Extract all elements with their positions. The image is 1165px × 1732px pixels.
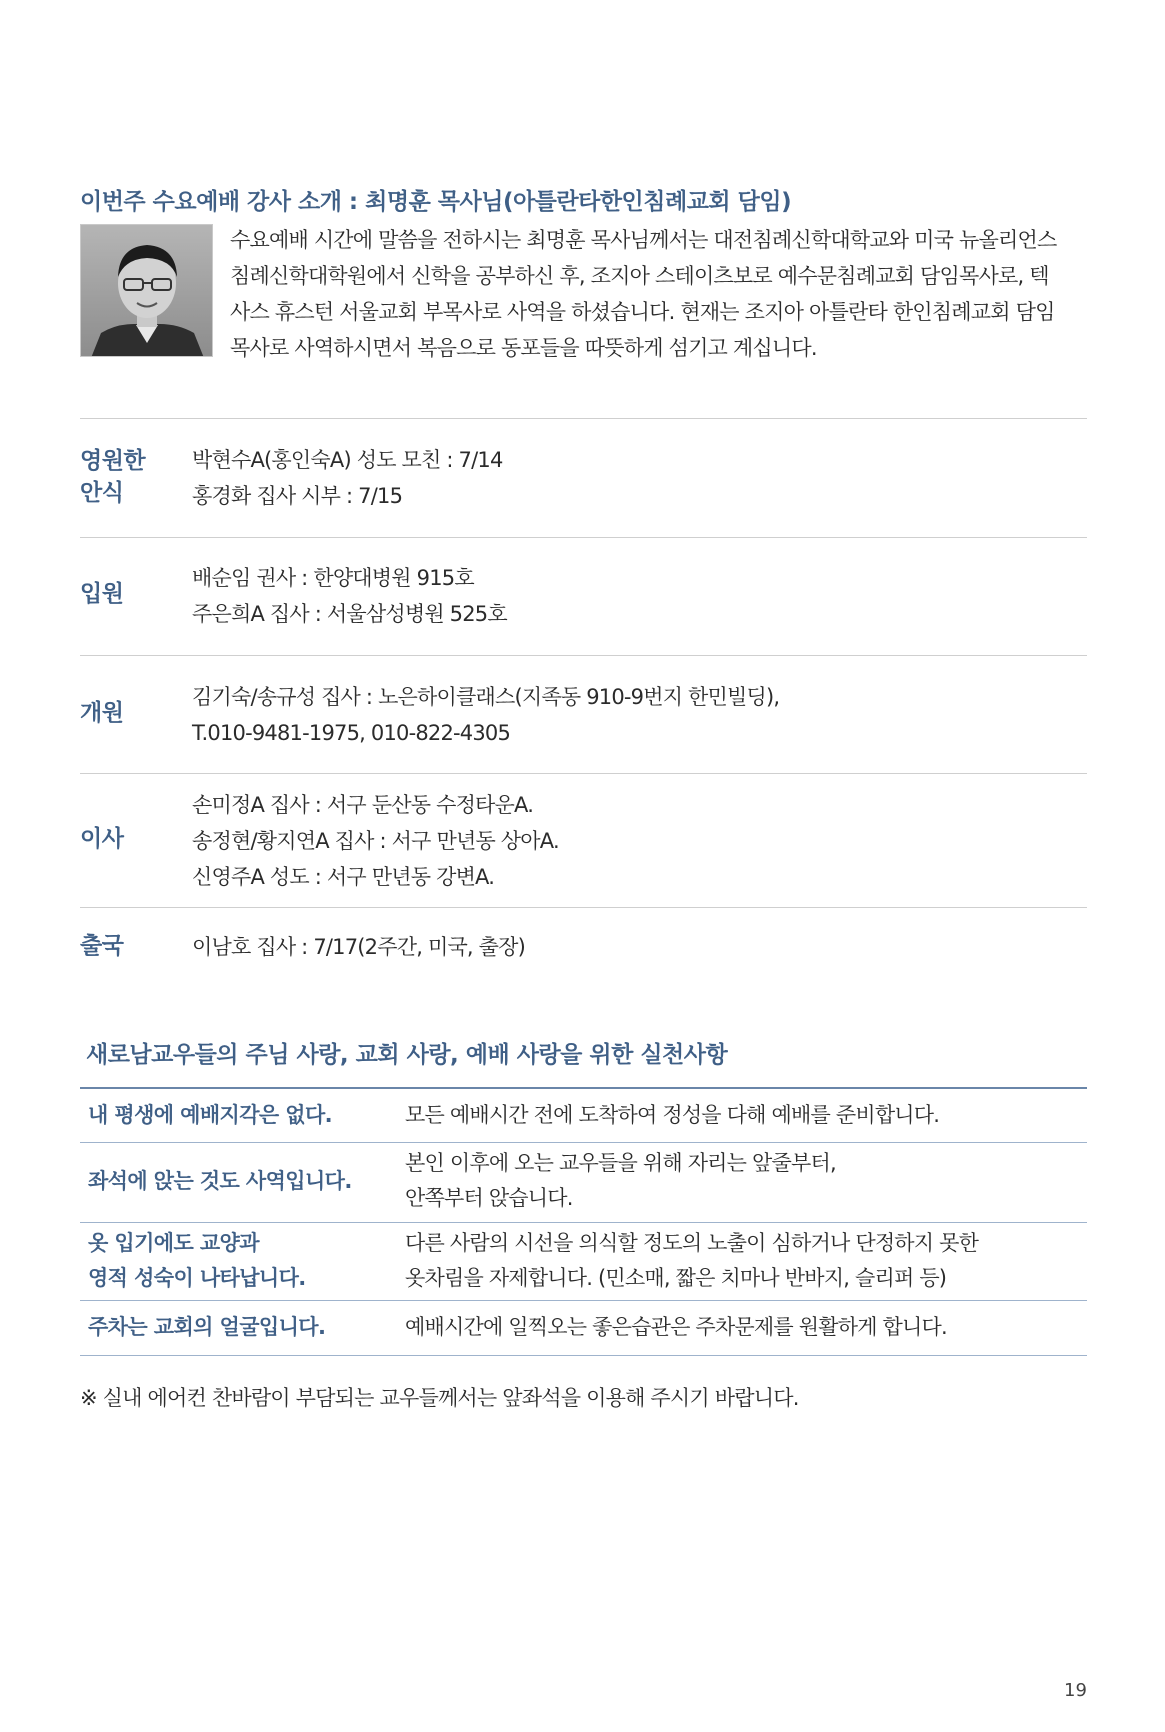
practice-detail: 예배시간에 일찍오는 좋은습관은 주차문제를 원활하게 합니다. xyxy=(405,1315,947,1339)
practice-detail: 다른 사람의 시선을 의식할 정도의 노출이 심하거나 단정하지 못한 옷차림을 자제합니다. (민소매, 짧은 치마나 반바지, 슬리퍼 등) xyxy=(405,1231,979,1290)
speaker-photo xyxy=(80,224,213,357)
table-row-divider xyxy=(80,1222,1087,1223)
news-body-moving xyxy=(192,787,559,895)
practice-detail: 본인 이후에 오는 교우들을 위해 자리는 앞줄부터, 안쪽부터 앉습니다. xyxy=(405,1151,836,1210)
news-line: 송정현/황지연A 집사 : 서구 만년동 상아A. xyxy=(192,829,559,853)
practice-detail: 모든 예배시간 전에 도착하여 정성을 다해 예배를 준비합니다. xyxy=(405,1103,940,1127)
news-line: 김기숙/송규성 집사 : 노은하이클래스(지족동 910-9번지 한민빌딩), xyxy=(192,685,780,709)
news-label-condolence: 영원한 안식 xyxy=(80,448,146,506)
bio-line: 목사로 사역하시면서 복음으로 동포들을 따뜻하게 섬기고 계십니다. xyxy=(230,336,817,360)
bio-line: 사스 휴스턴 서울교회 부목사로 사역을 하셨습니다. 현재는 조지아 아틀란타 한인침례교회 담임 xyxy=(230,300,1055,324)
news-line: 이남호 집사 : 7/17(2주간, 미국, 출장) xyxy=(192,935,526,959)
news-line: 신영주A 성도 : 서구 만년동 강변A. xyxy=(192,865,495,889)
divider xyxy=(80,773,1087,774)
bio-line: 수요예배 시간에 말씀을 전하시는 최명훈 목사님께서는 대전침례신학대학교와 미국 뉴올리언스 xyxy=(230,228,1057,252)
table-row-divider xyxy=(80,1300,1087,1301)
practice-rule: 좌석에 앉는 것도 사역입니다. xyxy=(88,1169,352,1193)
news-line: T.010-9481-1975, 010-822-4305 xyxy=(192,721,511,745)
news-body-condolence xyxy=(192,442,503,514)
news-line: 박현수A(홍인숙A) 성도 모친 : 7/14 xyxy=(192,448,503,472)
table-top-rule xyxy=(80,1087,1087,1089)
practice-section-title: 새로남교우들의 주님 사랑, 교회 사랑, 예배 사랑을 위한 실천사항 xyxy=(86,1042,728,1068)
bio-line: 침례신학대학원에서 신학을 공부하신 후, 조지아 스테이츠보로 예수문침례교회 담임목사로, 텍 xyxy=(230,264,1049,288)
practice-rule: 내 평생에 예배지각은 없다. xyxy=(88,1103,333,1127)
practice-rule: 옷 입기에도 교양과 영적 성숙이 나타납니다. xyxy=(88,1231,306,1290)
news-line: 배순임 권사 : 한양대병원 915호 xyxy=(192,566,474,590)
news-label-hospital: 입원 xyxy=(80,581,124,607)
news-label-moving: 이사 xyxy=(80,826,124,852)
divider xyxy=(80,537,1087,538)
speaker-section-title: 이번주 수요예배 강사 소개 : 최명훈 목사님(아틀란타한인침례교회 담임) xyxy=(80,189,792,215)
news-label-departure: 출국 xyxy=(80,933,124,959)
divider xyxy=(80,418,1087,419)
footnote: ※ 실내 에어컨 찬바람이 부담되는 교우들께서는 앞좌석을 이용해 주시기 바랍니다. xyxy=(80,1386,799,1410)
news-body-opening xyxy=(192,679,779,751)
news-label-opening: 개원 xyxy=(80,700,124,726)
news-line: 홍경화 집사 시부 : 7/15 xyxy=(192,484,403,508)
divider xyxy=(80,907,1087,908)
practice-rule: 주차는 교회의 얼굴입니다. xyxy=(88,1315,326,1339)
table-row-divider xyxy=(80,1142,1087,1143)
news-line: 손미정A 집사 : 서구 둔산동 수정타운A. xyxy=(192,793,534,817)
speaker-bio xyxy=(230,222,1090,366)
news-line: 주은희A 집사 : 서울삼성병원 525호 xyxy=(192,602,507,626)
page-number: 19 xyxy=(1064,1680,1087,1701)
divider xyxy=(80,655,1087,656)
news-body-hospital xyxy=(192,560,507,632)
news-body-departure xyxy=(192,929,525,965)
table-bottom-rule xyxy=(80,1355,1087,1356)
